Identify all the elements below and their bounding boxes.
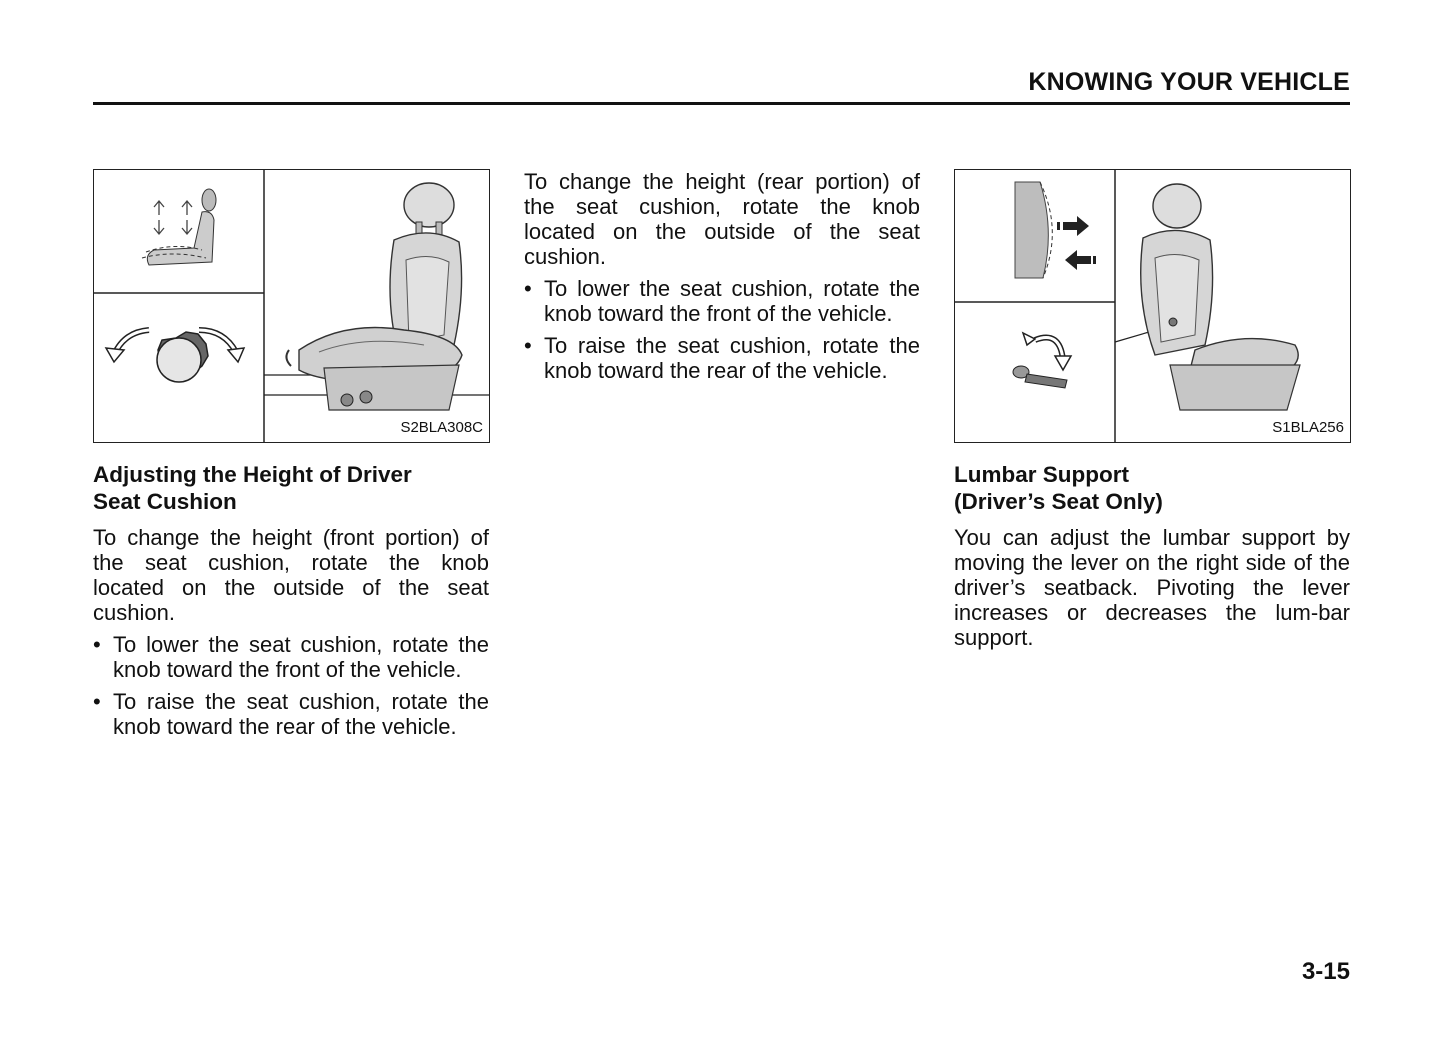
lumbar-illustration	[955, 170, 1350, 442]
driver-seat-drawing	[1115, 184, 1300, 410]
list-item: • To raise the seat cushion, rotate the knob toward the rear of the vehicle.	[93, 689, 489, 739]
figure-code: S1BLA256	[1272, 419, 1344, 436]
figure-code: S2BLA308C	[400, 419, 483, 436]
seat-height-figure	[93, 169, 490, 443]
lumbar-profile-icon	[1015, 182, 1096, 278]
section-title: KNOWING YOUR VEHICLE	[1028, 68, 1350, 96]
list-item: • To lower the seat cushion, rotate the knob toward the front of the vehicle.	[524, 276, 920, 326]
lumbar-section	[954, 461, 1350, 650]
seat-height-illustration	[94, 170, 489, 442]
lumbar-paragraph: You can adjust the lumbar support by moving the lever on the right side of the driver’s seatback. Pivoting the lever increases or decreases the lum-bar support.	[954, 525, 1350, 650]
seat-height-heading: Adjusting the Height of Driver Seat Cushion	[93, 462, 412, 514]
lumbar-heading: Lumbar Support (Driver’s Seat Only)	[954, 462, 1163, 514]
list-item: • To lower the seat cushion, rotate the knob toward the front of the vehicle.	[93, 632, 489, 682]
header-divider	[93, 102, 1350, 105]
rear-portion-paragraph: To change the height (rear portion) of the seat cushion, rotate the knob located on the outside of the seat cushion.	[524, 169, 920, 269]
small-seat-icon	[142, 189, 216, 265]
list-item: • To raise the seat cushion, rotate the knob toward the rear of the vehicle.	[524, 333, 920, 383]
front-portion-list	[93, 632, 489, 739]
front-portion-paragraph: To change the height (front portion) of the seat cushion, rotate the knob located on the outside of the seat cushion.	[93, 525, 489, 625]
driver-seat-drawing	[286, 183, 462, 410]
rear-portion-list	[524, 276, 920, 383]
lever-icon	[1013, 333, 1071, 388]
lumbar-figure	[954, 169, 1351, 443]
page-number: 3-15	[1301, 958, 1350, 985]
rear-portion-section	[524, 169, 920, 390]
seat-height-section	[93, 461, 489, 746]
knob-icon	[106, 330, 244, 382]
